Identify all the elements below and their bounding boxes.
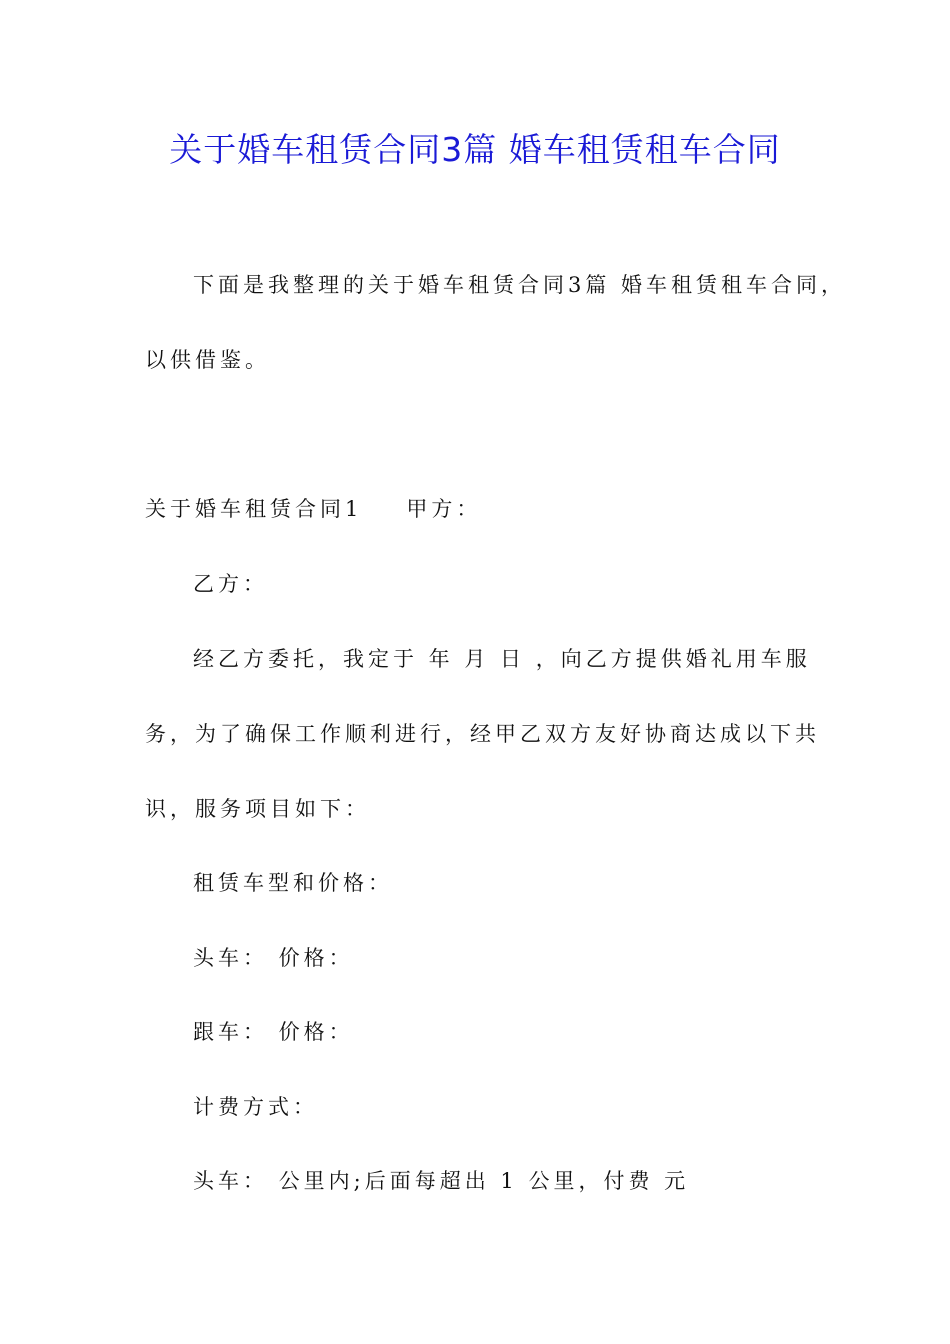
paragraph-line-1: 经乙方委托，我定于 年 月 日 ，向乙方提供婚礼用车服	[193, 647, 811, 671]
intro-line-2: 以供借鉴。	[145, 348, 270, 372]
party-b-label: 乙方：	[193, 572, 268, 596]
billing-method-label: 计费方式：	[193, 1095, 318, 1119]
rental-types-label: 租赁车型和价格：	[193, 871, 393, 895]
paragraph-line-2: 务，为了确保工作顺利进行，经甲乙双方友好协商达成以下共	[145, 722, 820, 746]
intro-line-1: 下面是我整理的关于婚车租赁合同3篇 婚车租赁租车合同，	[193, 273, 847, 297]
head-car-billing: 头车： 公里内;后面每超出 1 公里，付费 元	[193, 1169, 690, 1193]
document-title: 关于婚车租赁合同3篇 婚车租赁租车合同	[169, 130, 781, 169]
head-car-price: 头车： 价格：	[193, 946, 354, 970]
follow-car-price: 跟车： 价格：	[193, 1020, 354, 1044]
party-a-label: 甲方：	[406, 497, 482, 521]
paragraph-line-3: 识，服务项目如下：	[145, 797, 370, 821]
section-heading: 关于婚车租赁合同1	[145, 497, 363, 521]
section-heading-line	[145, 494, 481, 524]
